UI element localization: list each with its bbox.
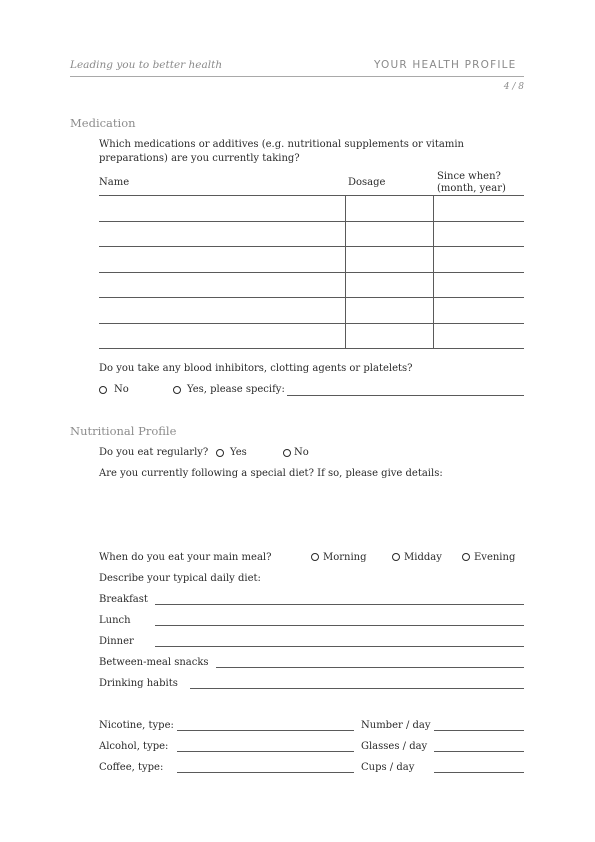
- column-header-name: Name: [99, 177, 130, 188]
- blood-no-radio[interactable]: [99, 386, 107, 394]
- meal-midday-radio[interactable]: [392, 553, 400, 561]
- breakfast-label: Breakfast: [99, 594, 148, 605]
- column-header-since: Since when?: [437, 171, 501, 182]
- meal-evening-label: Evening: [474, 552, 516, 563]
- snacks-field[interactable]: [216, 667, 524, 668]
- nicotine-number-label: Number / day: [361, 720, 431, 731]
- drinking-habits-label: Drinking habits: [99, 678, 178, 689]
- column-header-since-sub: (month, year): [437, 183, 506, 194]
- nicotine-number-field[interactable]: [434, 730, 524, 731]
- table-row[interactable]: [99, 348, 524, 349]
- coffee-cups-field[interactable]: [434, 772, 524, 773]
- medication-question-line1: Which medications or additives (e.g. nutritional supplements or vitamin: [99, 139, 464, 150]
- eat-regularly-yes-label: Yes: [230, 447, 247, 458]
- eat-regularly-no-radio[interactable]: [283, 449, 291, 457]
- header-title: YOUR HEALTH PROFILE: [374, 59, 517, 71]
- page-number: 4 / 8: [503, 82, 524, 92]
- lunch-label: Lunch: [99, 615, 131, 626]
- blood-yes-label: Yes, please specify:: [187, 384, 285, 395]
- coffee-type-field[interactable]: [177, 772, 354, 773]
- eat-regularly-no-label: No: [294, 447, 309, 458]
- main-meal-question: When do you eat your main meal?: [99, 552, 272, 563]
- breakfast-field[interactable]: [155, 604, 524, 605]
- meal-morning-label: Morning: [323, 552, 367, 563]
- table-row[interactable]: [99, 297, 524, 298]
- meal-morning-radio[interactable]: [311, 553, 319, 561]
- lunch-field[interactable]: [155, 625, 524, 626]
- table-rule: [99, 195, 524, 196]
- blood-specify-field[interactable]: [287, 395, 524, 396]
- blood-yes-radio[interactable]: [173, 386, 181, 394]
- table-column-divider: [345, 196, 346, 348]
- nicotine-type-field[interactable]: [177, 730, 354, 731]
- dinner-field[interactable]: [155, 646, 524, 647]
- eat-regularly-yes-radio[interactable]: [216, 449, 224, 457]
- medication-question-line2: preparations) are you currently taking?: [99, 153, 300, 164]
- table-row[interactable]: [99, 221, 524, 222]
- header-rule: [70, 76, 524, 77]
- meal-midday-label: Midday: [404, 552, 442, 563]
- table-row[interactable]: [99, 272, 524, 273]
- alcohol-glasses-label: Glasses / day: [361, 741, 428, 752]
- table-row[interactable]: [99, 323, 524, 324]
- medication-heading: Medication: [70, 116, 136, 130]
- nutrition-heading: Nutritional Profile: [70, 424, 177, 438]
- table-column-divider: [433, 196, 434, 348]
- table-row[interactable]: [99, 246, 524, 247]
- dinner-label: Dinner: [99, 636, 134, 647]
- alcohol-glasses-field[interactable]: [434, 751, 524, 752]
- blood-inhibitors-question: Do you take any blood inhibitors, clotting agents or platelets?: [99, 363, 413, 374]
- nicotine-label: Nicotine, type:: [99, 720, 174, 731]
- coffee-cups-label: Cups / day: [361, 762, 415, 773]
- header-tagline: Leading you to better health: [70, 59, 223, 71]
- snacks-label: Between-meal snacks: [99, 657, 209, 668]
- column-header-dosage: Dosage: [348, 177, 386, 188]
- eat-regularly-question: Do you eat regularly?: [99, 447, 209, 458]
- alcohol-type-field[interactable]: [177, 751, 354, 752]
- meal-evening-radio[interactable]: [462, 553, 470, 561]
- drinking-habits-field[interactable]: [190, 688, 524, 689]
- describe-diet-label: Describe your typical daily diet:: [99, 573, 261, 584]
- blood-no-label: No: [114, 384, 129, 395]
- special-diet-question: Are you currently following a special diet? If so, please give details:: [99, 468, 443, 479]
- alcohol-label: Alcohol, type:: [99, 741, 169, 752]
- coffee-label: Coffee, type:: [99, 762, 164, 773]
